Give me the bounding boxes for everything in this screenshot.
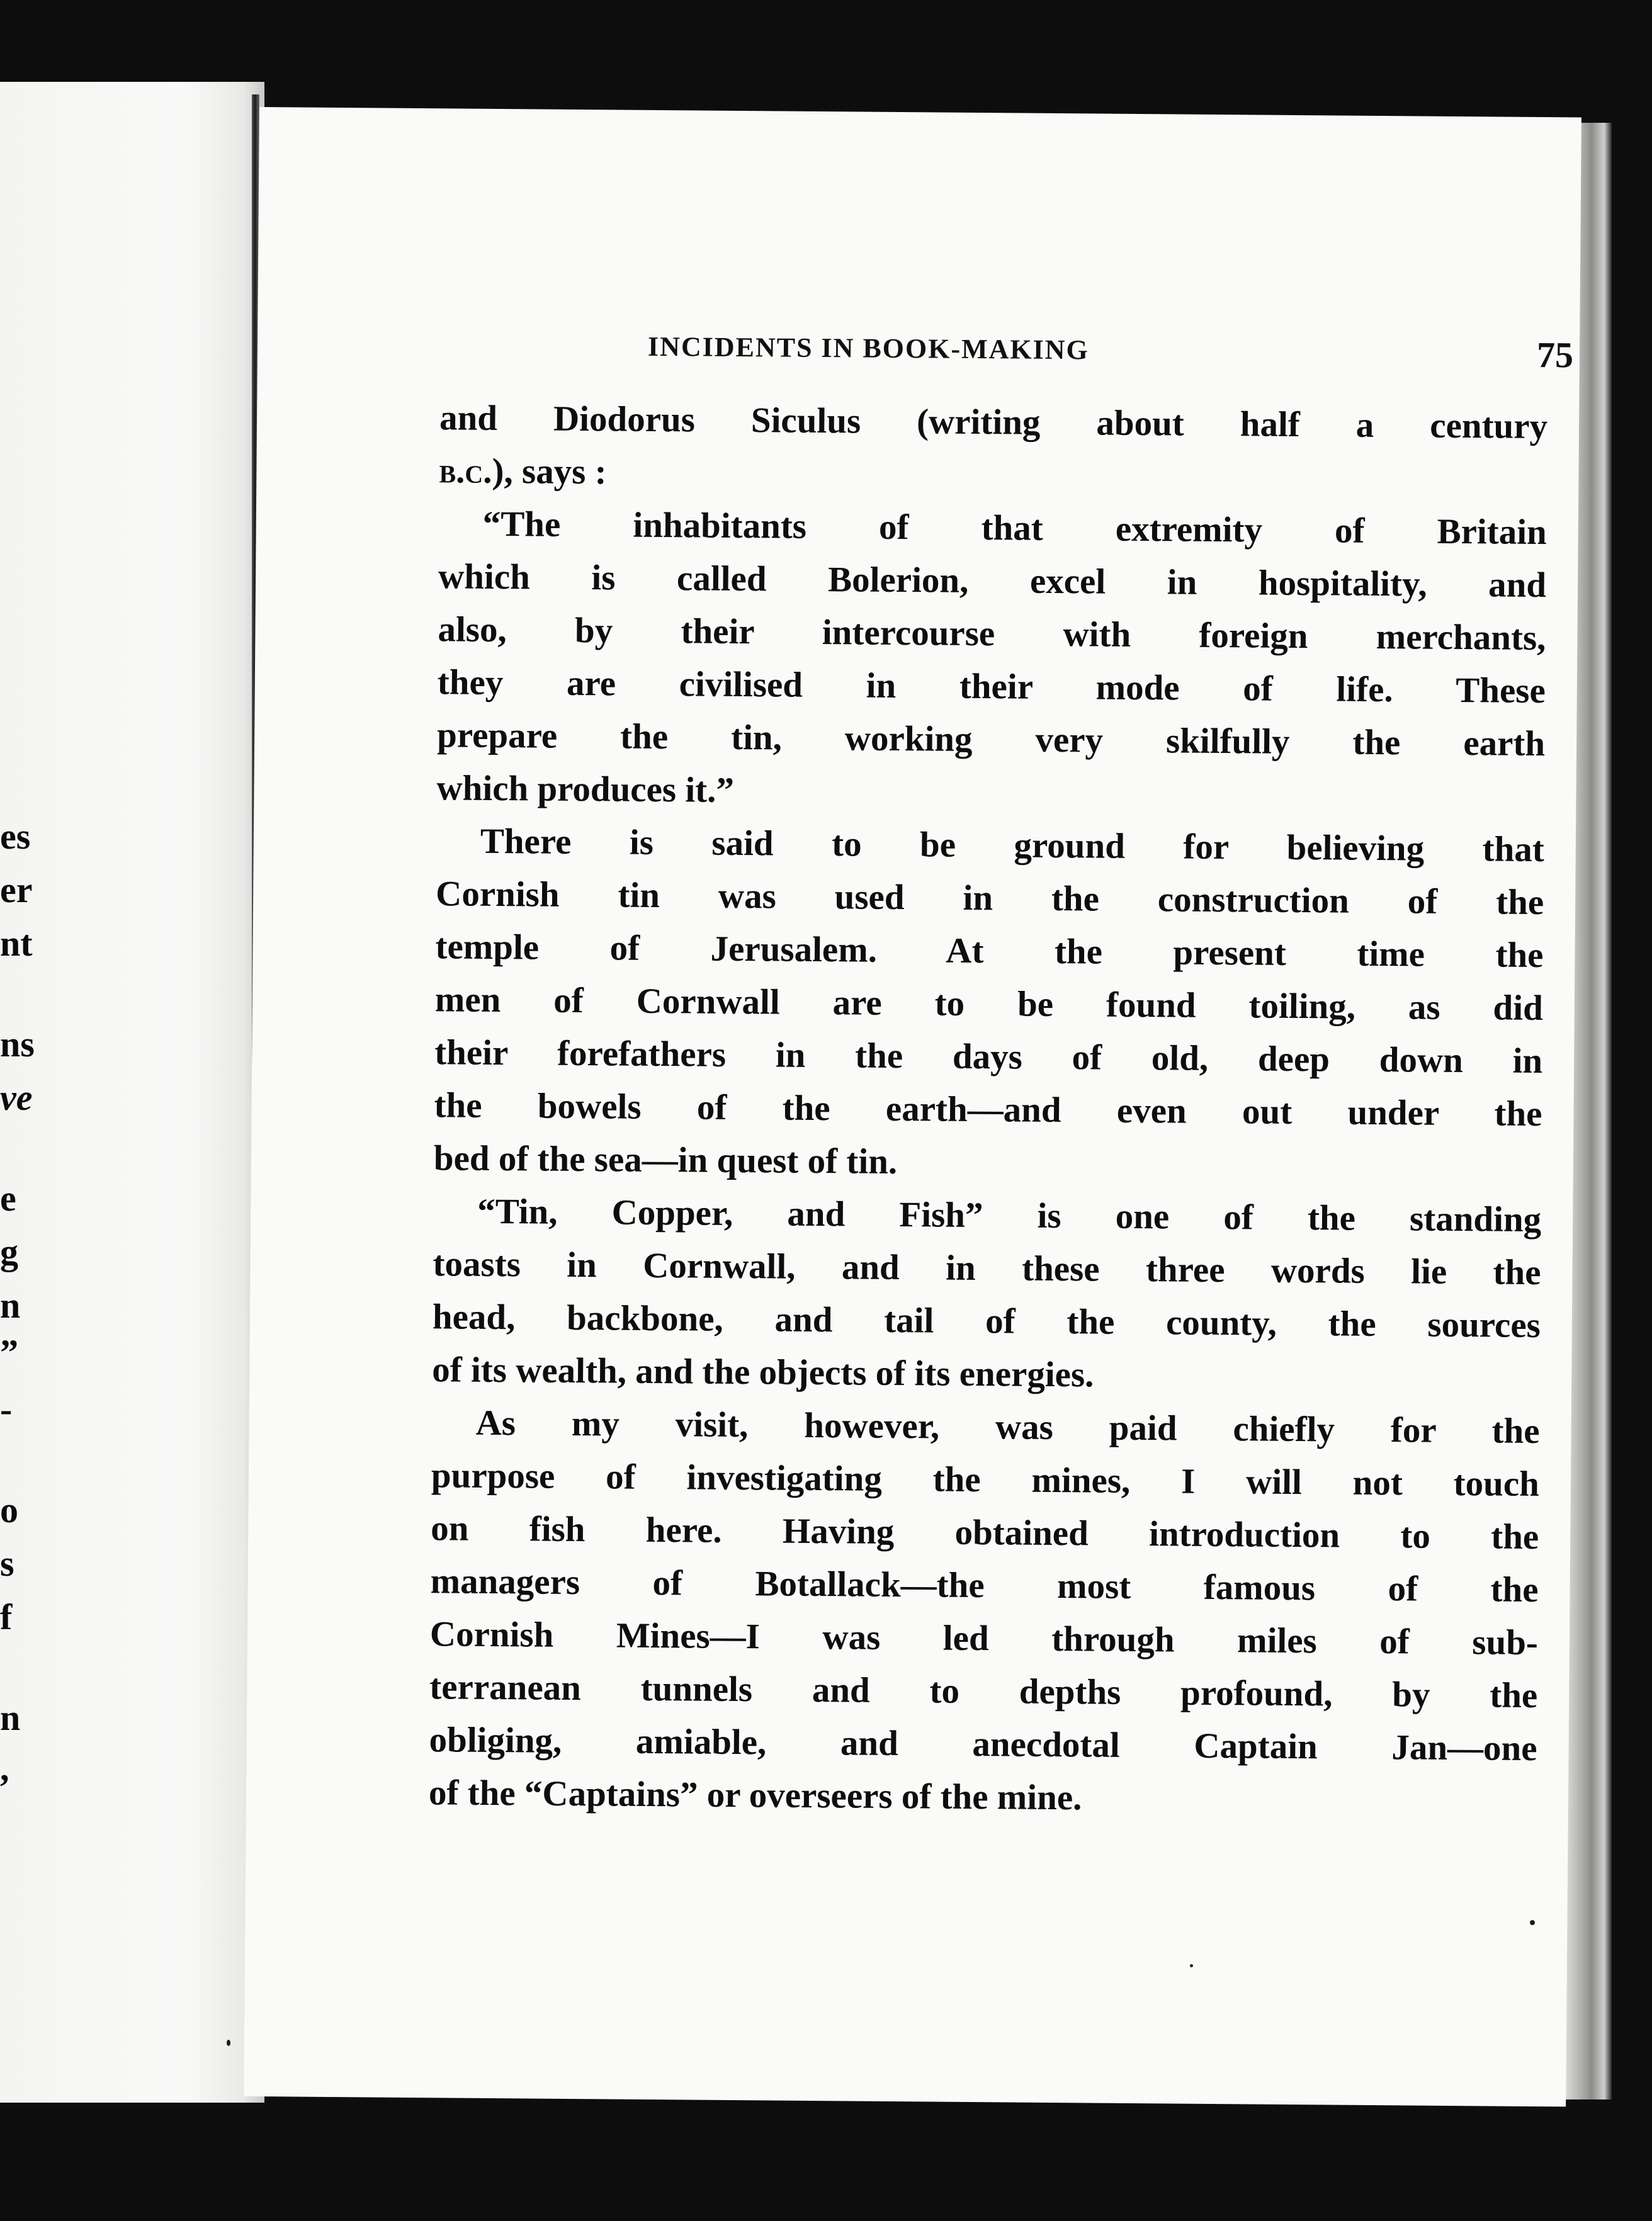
text-line: and Diodorus Siculus (writing about half a century — [439, 398, 1548, 447]
running-head — [648, 331, 1574, 388]
left-page-fragment: s — [0, 1543, 14, 1584]
left-page-fragment: ve — [0, 1077, 33, 1118]
left-page-fragment: nt — [0, 923, 33, 964]
text-line-rest: ), says : — [492, 451, 607, 492]
text-line: temple of Jerusalem. At the present time the — [435, 927, 1544, 976]
left-page-fragment: - — [0, 1389, 13, 1430]
text-line: head, backbone, and tail of the county, the sources — [432, 1297, 1541, 1346]
text-line: which is called Bolerion, excel in hospitality, and — [438, 557, 1547, 606]
text-line: “Tin, Copper, and Fish” is one of the standing — [477, 1191, 1542, 1240]
scan-speck — [1530, 1920, 1535, 1925]
text-line: of its wealth, and the objects of its energies. — [432, 1350, 1094, 1395]
left-page-fragment: n — [0, 1285, 21, 1326]
text-line: purpose of investigating the mines, I will not touch — [431, 1455, 1540, 1505]
text-line: prepare the tin, working very skilfully the earth — [436, 715, 1546, 764]
left-page-fragment: er — [0, 869, 33, 910]
text-line: There is said to be ground for believing that — [480, 821, 1545, 870]
scan-speck — [227, 2040, 230, 2046]
text-line: obliging, amiable, and anecdotal Captain Jan—one — [429, 1720, 1537, 1769]
left-page-fragment: g — [0, 1231, 18, 1272]
left-page-fragment: ns — [0, 1024, 35, 1065]
text-line: they are civilised in their mode of life. These — [437, 662, 1546, 711]
text-line: As my visit, however, was paid chiefly for the — [475, 1403, 1540, 1452]
text-line: “The inhabitants of that extremity of Britain — [482, 504, 1547, 553]
left-page — [0, 82, 264, 2103]
left-page-fragment: es — [0, 816, 31, 857]
scan-speck — [1190, 1964, 1193, 1967]
running-title: INCIDENTS IN BOOK-MAKING — [647, 331, 1089, 366]
text-line: bed of the sea—in quest of tin. — [433, 1138, 898, 1182]
text-line: which produces it.” — [436, 768, 735, 810]
text-line: managers of Botallack—the most famous of the — [430, 1561, 1539, 1610]
left-page-fragment: o — [0, 1489, 18, 1530]
text-line: toasts in Cornwall, and in these three words lie the — [433, 1244, 1541, 1293]
page-number: 75 — [1536, 334, 1574, 376]
left-page-fragment: e — [0, 1178, 16, 1219]
text-line: also, by their intercourse with foreign merchants, — [438, 609, 1546, 658]
text-line: Cornish tin was used in the construction of the — [435, 874, 1544, 923]
text-line: of the “Captains” or overseers of the mine. — [428, 1773, 1082, 1818]
text-line: on fish here. Having obtained introduction to the — [431, 1508, 1539, 1557]
left-page-surface — [0, 82, 264, 2103]
right-page — [244, 107, 1581, 2106]
body-text — [429, 392, 1548, 1828]
left-page-fragment: n — [0, 1697, 21, 1738]
left-page-fragment: , — [0, 1748, 9, 1789]
left-page-fragment: ” — [0, 1332, 18, 1373]
text-line: Cornish Mines—I was led through miles of sub- — [429, 1614, 1539, 1663]
text-line: the bowels of the earth—and even out under the — [434, 1085, 1542, 1134]
left-page-fragment: f — [0, 1597, 13, 1637]
text-line: terranean tunnels and to depths profound, by the — [429, 1667, 1538, 1716]
text-line — [439, 444, 1547, 506]
text-line: their forefathers in the days of old, deep down in — [434, 1032, 1543, 1082]
abbreviation-bc: b.c. — [439, 451, 492, 491]
text-line: men of Cornwall are to be found toiling, as did — [434, 980, 1544, 1029]
